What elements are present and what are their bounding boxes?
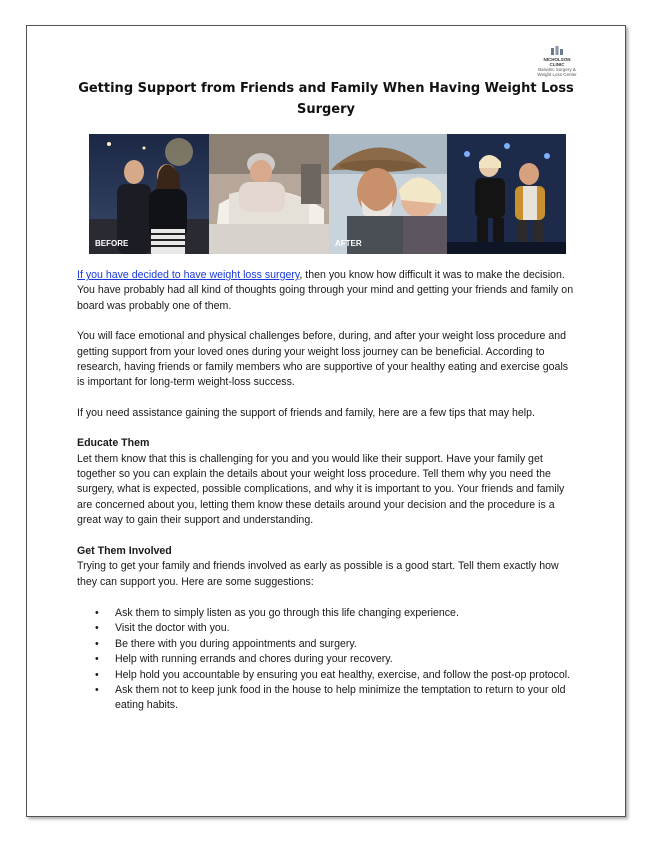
weight-loss-surgery-link[interactable]: If you have decided to have weight loss surgery <box>77 269 300 281</box>
bullet-icon: • <box>95 683 99 696</box>
document-page <box>26 25 626 817</box>
suggestions-list <box>77 606 577 714</box>
involved-paragraph: Trying to get your family and friends involved as early as possible is a good start. Tell them exactly how they can support you. Here are some suggestions: <box>77 560 559 588</box>
before-caption: BEFORE <box>95 239 129 248</box>
list-item: • Be there with you during appointments and surgery. <box>115 637 577 652</box>
bullet-icon: • <box>95 606 99 619</box>
before-couple-photo <box>89 134 209 254</box>
intro-paragraph <box>77 268 577 314</box>
clinic-logo <box>537 46 577 77</box>
after-selfie-photo <box>329 134 447 254</box>
logo-mark-icon <box>550 46 564 56</box>
bullet-icon: • <box>95 653 99 666</box>
bullet-icon: • <box>95 668 99 681</box>
bullet-icon: • <box>95 622 99 635</box>
after-stage-photo <box>447 134 566 254</box>
list-item: • Ask them not to keep junk food in the house to help minimize the temptation to return to your old eating habits. <box>95 683 566 712</box>
list-item: • Visit the doctor with you. <box>115 621 577 636</box>
logo-tagline: Bariatric Surgery & Weight Loss Center <box>537 67 577 77</box>
list-item: • Help hold you accountable by ensuring you eat healthy, exercise, and follow the post-op protocol. <box>115 668 577 683</box>
document-title: Getting Support from Friends and Family When Having Weight Loss Surgery <box>78 81 574 117</box>
hospital-bed-photo <box>209 134 329 254</box>
assistance-paragraph: If you need assistance gaining the support of friends and family, here are a few tips that may help. <box>77 406 535 419</box>
document-body <box>77 268 577 714</box>
list-item: • Ask them to simply listen as you go through this life changing experience. <box>115 606 577 621</box>
logo-name: NICHOLSON CLINIC <box>543 57 571 67</box>
challenges-paragraph: You will face emotional and physical challenges before, during, and after your weight loss procedure and getting support from your loved ones during your weight loss journey can be beneficial. According to research, having friends or family members who are supportive of your healthy eating and exercise goals is important for long-term weight-loss success. <box>77 330 569 389</box>
photo-strip <box>89 134 566 254</box>
educate-heading: Educate Them <box>77 437 150 450</box>
list-item: • Help with running errands and chores during your recovery. <box>115 652 577 667</box>
involved-heading: Get Them Involved <box>77 544 172 557</box>
bullet-icon: • <box>95 637 99 650</box>
intro-text: , then you know how difficult it was to make the decision. You have probably had all kind of thoughts going through your mind and getting your friends and family on board was probably one of them. <box>77 269 574 312</box>
after-caption: AFTER <box>335 239 362 248</box>
educate-paragraph: Let them know that this is challenging for you and you would like their support. Have your family get together so you can explain the details about your weight loss procedure. Tell them why you need the surgery, what is expected, possible complications, and why it is important to you. Your friends and family are concerned about you, letting them know these details around your decision and the procedure is a great way to gain their support and understanding. <box>77 452 565 527</box>
